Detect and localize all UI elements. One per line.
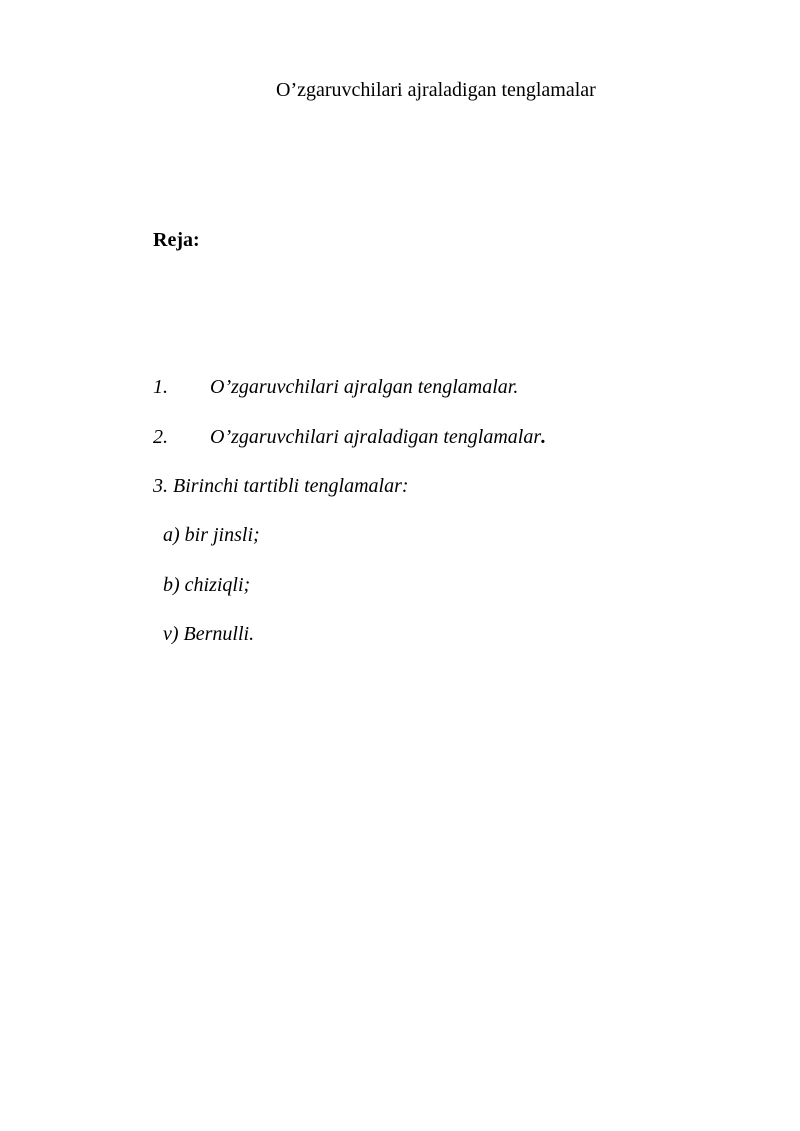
plan-subitem-b: b) chiziqli; [163,574,251,596]
plan-item-2 [153,423,546,451]
plan-item-number: 2. [153,426,168,448]
plan-item-text: O’zgaruvchilari ajraladigan tenglamalar [210,426,542,448]
plan-heading: Reja: [153,229,200,251]
plan-item-number: 1. [153,376,168,398]
plan-item-trailing-period: . [541,426,547,448]
plan-item-text: O’zgaruvchilari ajralgan tenglamalar. [210,376,519,398]
plan-subitem-v: v) Bernulli. [163,623,255,645]
plan-item-3: 3. Birinchi tartibli tenglamalar: [153,475,409,497]
plan-subitem-a: a) bir jinsli; [163,524,260,546]
document-title: O’zgaruvchilari ajraladigan tenglamalar [276,79,596,101]
plan-item-1 [153,373,518,401]
